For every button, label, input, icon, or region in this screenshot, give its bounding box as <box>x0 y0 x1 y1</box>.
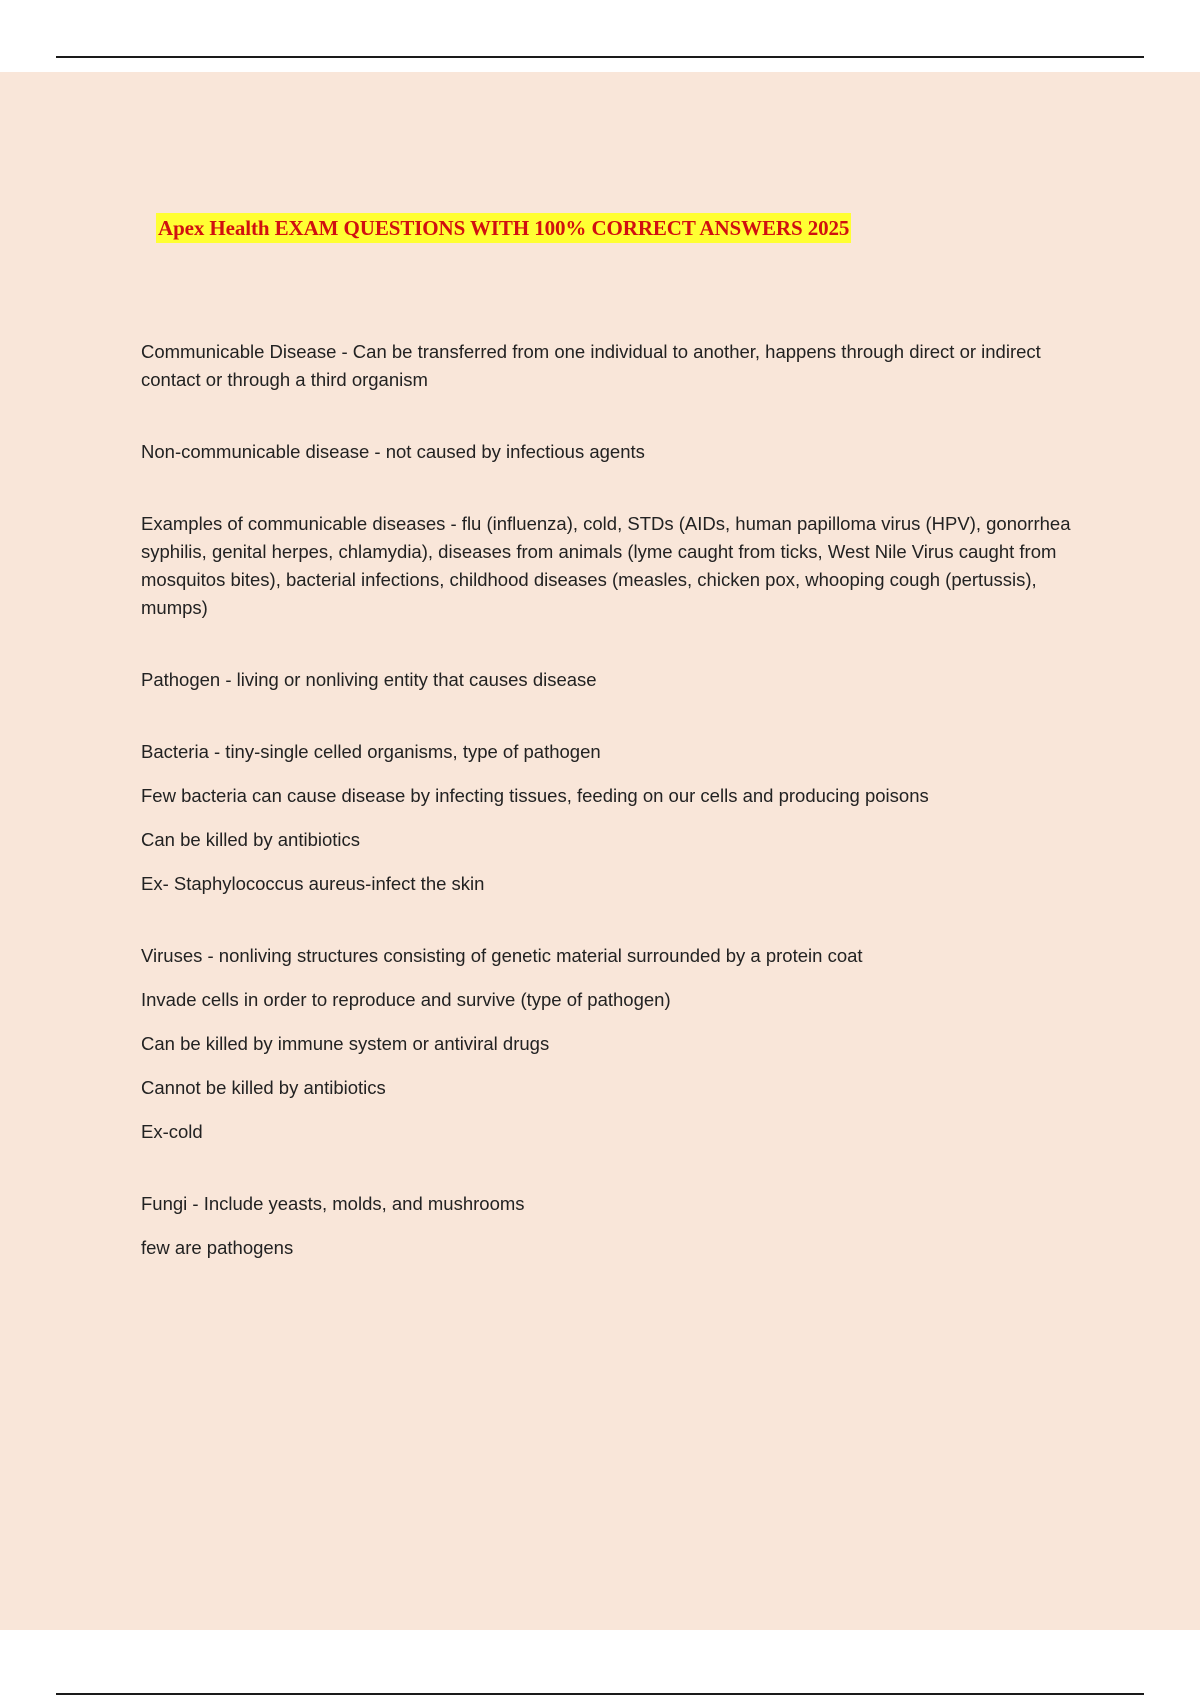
entry-line: Cannot be killed by antibiotics <box>141 1077 386 1098</box>
entry-line: Viruses - nonliving structures consisting of genetic material surrounded by a protein coat <box>141 945 863 966</box>
document-title: Apex Health EXAM QUESTIONS WITH 100% CORRECT ANSWERS 2025 <box>156 213 851 243</box>
top-rule <box>56 56 1144 58</box>
entry-viruses <box>141 942 1071 1146</box>
entry-line: Non-communicable disease - not caused by infectious agents <box>141 441 645 462</box>
entry-line: Communicable Disease - Can be transferred from one individual to another, happens through direct or indirect contact or through a third organism <box>141 341 1041 390</box>
bottom-rule <box>56 1693 1144 1695</box>
entry-line: Ex- Staphylococcus aureus-infect the skin <box>141 873 485 894</box>
entry-examples-communicable <box>141 510 1071 622</box>
entry-line: Examples of communicable diseases - flu (influenza), cold, STDs (AIDs, human papilloma virus (HPV), gonorrhea syphilis, genital herpes, chlamydia), diseases from animals (lyme caught from ticks, West Nile Virus caught from mosquitos bites), bacterial infections, childhood diseases (measles, chicken pox, whooping cough (pertussis), mumps) <box>141 513 1071 618</box>
entry-line: Bacteria - tiny-single celled organisms, type of pathogen <box>141 741 601 762</box>
entry-line: Invade cells in order to reproduce and survive (type of pathogen) <box>141 989 671 1010</box>
entry-fungi <box>141 1190 1071 1262</box>
entry-line: Pathogen - living or nonliving entity that causes disease <box>141 669 597 690</box>
entry-pathogen <box>141 666 1071 694</box>
entry-line: Fungi - Include yeasts, molds, and mushrooms <box>141 1193 525 1214</box>
title-container <box>156 213 851 243</box>
entry-communicable-disease <box>141 338 1071 394</box>
entry-non-communicable-disease <box>141 438 1071 466</box>
entry-bacteria <box>141 738 1071 898</box>
entry-line: Few bacteria can cause disease by infecting tissues, feeding on our cells and producing poisons <box>141 785 929 806</box>
entry-line: Ex-cold <box>141 1121 203 1142</box>
document-body <box>141 338 1071 1306</box>
entry-line: few are pathogens <box>141 1237 294 1258</box>
entry-line: Can be killed by antibiotics <box>141 829 361 850</box>
entry-line: Can be killed by immune system or antiviral drugs <box>141 1033 550 1054</box>
